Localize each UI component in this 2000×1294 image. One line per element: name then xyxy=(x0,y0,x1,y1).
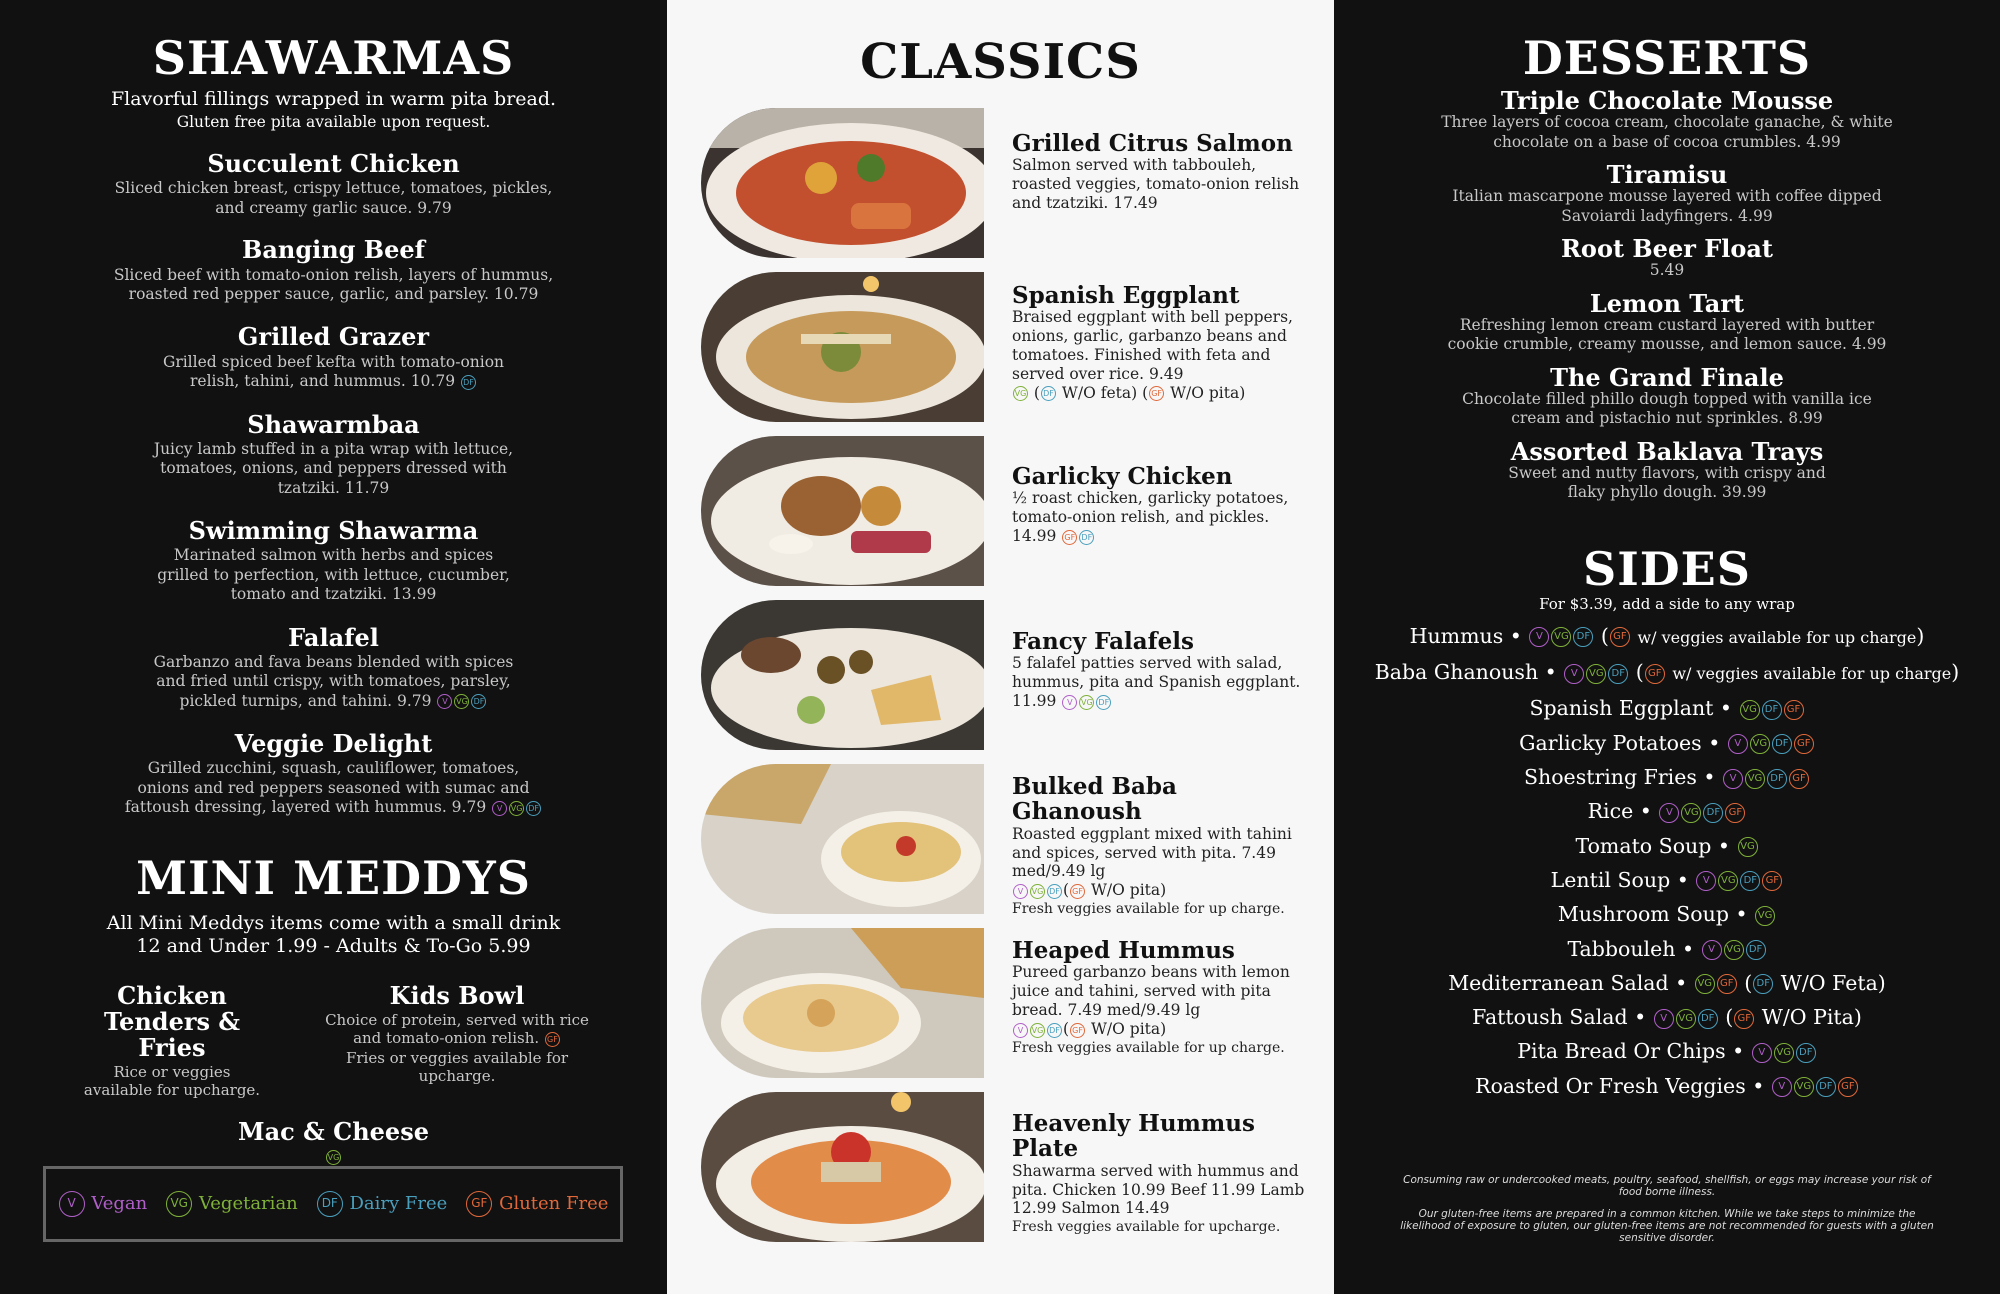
vegan-badge-icon: V xyxy=(1564,664,1584,684)
vegan-badge-icon: V xyxy=(1013,884,1028,899)
side-item: Tabbouleh • V VG DF xyxy=(1334,932,2000,966)
salmon-photo xyxy=(701,108,984,258)
item-tags: VG ( DF W/O feta) ( GF W/O pita) xyxy=(1014,383,1246,402)
dairy-free-badge-icon: DF xyxy=(526,801,541,816)
chicken-photo xyxy=(701,436,984,586)
item-note: Fresh veggies available for up charge. xyxy=(1012,1039,1285,1056)
gluten-free-badge-icon: GF xyxy=(1717,974,1737,994)
gluten-free-badge-icon: GF xyxy=(1762,871,1782,891)
item-desc: Marinated salmon with herbs and spices grilled to perfection, with lettuce, cucumber, tomato and tzatziki. 13.99 xyxy=(157,546,510,604)
item-desc: Salmon served with tabbouleh, roasted veggies, tomato-onion relish and tzatziki. 17.49 xyxy=(1012,156,1300,213)
tag-text: W/O pita) xyxy=(1170,383,1246,402)
item-desc: 5.49 xyxy=(1649,261,1685,280)
legend-gluten-free xyxy=(465,1191,608,1217)
side-item: Rice • V VG DF GF xyxy=(1334,794,2000,828)
item-name: Bulked Baba Ghanoush xyxy=(1012,773,1177,826)
gluten-free-badge-icon: GF xyxy=(1734,1009,1754,1029)
dairy-free-badge-icon: DF xyxy=(1796,1043,1816,1063)
item-name: Succulent Chicken xyxy=(207,149,460,179)
dessert-item xyxy=(1334,236,2000,281)
sides-subtitle: For $3.39, add a side to any wrap xyxy=(1539,594,1795,613)
tag-text: W/O pita) xyxy=(1091,1020,1167,1039)
side-note: w/ veggies available for up charge xyxy=(1637,627,1917,647)
vegan-badge-icon: V xyxy=(437,694,452,709)
hummus-plate-photo xyxy=(701,1092,984,1242)
side-item: Spanish Eggplant • VG DF GF xyxy=(1334,691,2000,725)
item-desc: Sliced chicken breast, crispy lettuce, tomatoes, pickles, and creamy garlic sauce. 9.79 xyxy=(114,179,553,217)
gluten-free-badge-icon: GF xyxy=(1070,884,1085,899)
dairy-free-badge-icon: DF xyxy=(1047,884,1062,899)
side-name: Roasted Or Fresh Veggies xyxy=(1475,1073,1746,1098)
dessert-item xyxy=(1334,362,2000,429)
gluten-free-badge-icon: GF xyxy=(1610,627,1630,647)
vegetarian-badge-icon: VG xyxy=(1551,627,1571,647)
desserts-title: DESSERTS xyxy=(1522,31,1812,85)
dessert-item xyxy=(1334,162,2000,226)
vegetarian-badge-icon: VG xyxy=(1794,1077,1814,1097)
item-desc: Chocolate filled phillo dough topped with vanilla ice cream and pistachio nut sprinkles. 8.99 xyxy=(1462,389,1872,428)
side-name: Garlicky Potatoes xyxy=(1519,730,1702,755)
dairy-free-badge-icon: DF xyxy=(1753,974,1773,994)
vegan-badge-icon: V xyxy=(1013,1023,1028,1038)
falafel-photo xyxy=(701,600,984,750)
vegetarian-badge-icon: VG xyxy=(1030,1023,1045,1038)
item-desc-text: 5 falafel patties served with salad, hummus, pita and Spanish eggplant. 11.99 xyxy=(1012,654,1301,711)
item-desc xyxy=(139,653,529,711)
legend-label: Gluten Free xyxy=(499,1193,609,1214)
item-desc: Refreshing lemon cream custard layered with butter cookie crumble, creamy mousse, and lemon sauce. 4.99 xyxy=(1447,315,1887,354)
item-name: Fancy Falafels xyxy=(1012,628,1194,655)
gluten-free-badge-icon: GF xyxy=(466,1191,492,1217)
side-name: Rice xyxy=(1587,799,1634,824)
legend-label: Dairy Free xyxy=(349,1193,448,1214)
vegetarian-badge-icon: VG xyxy=(1740,700,1760,720)
vegan-badge-icon: V xyxy=(1654,1009,1674,1029)
side-item: Mediterranean Salad • VG GF ( DF W/O Feta) xyxy=(1448,970,1886,995)
item-desc xyxy=(317,1011,597,1047)
item-name: Kids Bowl xyxy=(389,981,525,1011)
side-name: Lentil Soup xyxy=(1550,867,1671,892)
vegetarian-badge-icon: VG xyxy=(1738,837,1758,857)
vegetarian-badge-icon: VG xyxy=(1745,769,1765,789)
dairy-free-badge-icon: DF xyxy=(1703,803,1723,823)
vegetarian-badge-icon: VG xyxy=(1586,664,1606,684)
side-item: Hummus • V VG DF ( GF w/ veggies available for up charge) xyxy=(1409,623,1925,648)
item-desc-text: Grilled spiced beef kefta with tomato-onion relish, tahini, and hummus. 10.79 xyxy=(162,352,505,391)
dairy-free-badge-icon: DF xyxy=(1816,1077,1836,1097)
menu-item xyxy=(0,731,667,818)
item-tags: V VG DF ( GF W/O pita) xyxy=(1012,881,1312,900)
mini-meddys-title: MINI MEDDYS xyxy=(136,850,531,905)
item-note: Fresh veggies available for upcharge. xyxy=(1012,1219,1281,1236)
mini-meddys-subtitle: All Mini Meddys items come with a small drink xyxy=(106,911,561,934)
dairy-free-badge-icon: DF xyxy=(1762,700,1782,720)
dairy-free-badge-icon: DF xyxy=(1079,530,1094,545)
menu-item xyxy=(0,409,667,499)
legend-vegan xyxy=(58,1191,148,1217)
gluten-free-badge-icon: GF xyxy=(1070,1023,1085,1038)
mini-meddys-prices: 12 and Under 1.99 - Adults & To-Go 5.99 xyxy=(136,934,531,957)
side-item: Shoestring Fries • V VG DF GF xyxy=(1334,760,2000,794)
vegetarian-badge-icon: VG xyxy=(1030,884,1045,899)
vegetarian-badge-icon: VG xyxy=(1718,871,1738,891)
gluten-free-badge-icon: GF xyxy=(1062,530,1077,545)
dairy-free-badge-icon: DF xyxy=(1698,1009,1718,1029)
item-name: Grilled Citrus Salmon xyxy=(1012,130,1293,157)
item-desc-text: Choice of protein, served with rice and tomato-onion relish. xyxy=(325,1011,589,1048)
gluten-free-badge-icon: GF xyxy=(1645,664,1665,684)
side-name: Spanish Eggplant xyxy=(1529,696,1714,721)
vegan-badge-icon: V xyxy=(1696,871,1716,891)
vegan-badge-icon: V xyxy=(1659,803,1679,823)
dairy-free-badge-icon: DF xyxy=(1608,664,1628,684)
vegan-badge-icon: V xyxy=(1728,734,1748,754)
classic-item xyxy=(1012,131,1312,213)
item-desc xyxy=(1012,654,1312,711)
legend-label: Vegan xyxy=(91,1193,148,1214)
side-item: Roasted Or Fresh Veggies • V VG DF GF xyxy=(1334,1069,2000,1103)
item-name: Lemon Tart xyxy=(1589,288,1745,318)
item-name: Heavenly Hummus Plate xyxy=(1012,1110,1255,1163)
item-desc xyxy=(124,759,544,817)
item-name: Triple Chocolate Mousse xyxy=(1500,86,1834,116)
menu-item xyxy=(0,518,667,605)
side-item: Pita Bread Or Chips • V VG DF xyxy=(1334,1034,2000,1068)
dessert-item xyxy=(1334,288,2000,355)
legend-label: Vegetarian xyxy=(198,1193,298,1214)
baba-ghanoush-photo xyxy=(701,764,984,914)
item-desc: Italian mascarpone mousse layered with coffee dipped Savoiardi ladyfingers. 4.99 xyxy=(1452,187,1882,225)
menu-item xyxy=(0,1119,667,1166)
dairy-free-badge-icon: DF xyxy=(1096,695,1111,710)
shawarmas-title: SHAWARMAS xyxy=(152,31,515,85)
gluten-free-badge-icon: GF xyxy=(1838,1077,1858,1097)
menu-item xyxy=(72,983,272,1099)
left-column xyxy=(0,0,667,1294)
gluten-free-badge-icon: GF xyxy=(1784,700,1804,720)
item-name: Chicken Tenders & Fries xyxy=(103,981,241,1063)
item-name: Mac & Cheese xyxy=(238,1117,429,1147)
menu-item xyxy=(0,237,667,304)
side-item: Mushroom Soup • VG xyxy=(1334,897,2000,931)
vegetarian-badge-icon: VG xyxy=(1676,1009,1696,1029)
vegetarian-badge-icon: VG xyxy=(1755,906,1775,926)
classic-item xyxy=(1012,774,1312,917)
classic-item xyxy=(1012,1111,1312,1235)
side-name: Pita Bread Or Chips xyxy=(1517,1039,1726,1064)
gluten-free-badge-icon: GF xyxy=(1149,386,1164,401)
vegetarian-badge-icon: VG xyxy=(1013,386,1028,401)
dairy-free-badge-icon: DF xyxy=(1573,627,1593,647)
item-name: Assorted Baklava Trays xyxy=(1510,436,1824,466)
item-name: Heaped Hummus xyxy=(1012,937,1235,964)
shawarmas-note: Gluten free pita available upon request. xyxy=(176,113,491,132)
item-desc xyxy=(1012,489,1312,546)
raw-food-disclaimer: Consuming raw or undercooked meats, poultry, seafood, shellfish, or eggs may increase your risk of food borne illness. xyxy=(1403,1174,1931,1199)
dessert-item xyxy=(1334,436,2000,503)
menu-item xyxy=(0,622,667,712)
dairy-free-badge-icon: DF xyxy=(1746,940,1766,960)
item-desc xyxy=(154,353,514,392)
item-desc: Pureed garbanzo beans with lemon juice and tahini, served with pita bread. 7.49 med/9.49 lg xyxy=(1012,963,1290,1020)
dairy-free-badge-icon: DF xyxy=(1047,1023,1062,1038)
side-name: Fattoush Salad xyxy=(1472,1005,1628,1030)
vegan-badge-icon: V xyxy=(1529,627,1549,647)
dairy-free-badge-icon: DF xyxy=(1767,769,1787,789)
vegetarian-badge-icon: VG xyxy=(1750,734,1770,754)
side-name: Baba Ghanoush xyxy=(1374,660,1539,685)
vegan-badge-icon: V xyxy=(1723,769,1743,789)
item-name: Banging Beef xyxy=(242,235,425,265)
vegan-badge-icon: V xyxy=(492,801,507,816)
side-note: w/ veggies available for up charge xyxy=(1672,664,1952,684)
menu-item xyxy=(0,151,667,218)
dairy-free-badge-icon: DF xyxy=(1041,386,1056,401)
vegan-badge-icon: V xyxy=(1752,1043,1772,1063)
item-tags: V VG DF ( GF W/O pita) xyxy=(1012,1020,1312,1039)
vegetarian-badge-icon: VG xyxy=(166,1191,192,1217)
vegetarian-badge-icon: VG xyxy=(1695,974,1715,994)
item-desc: Roasted eggplant mixed with tahini and spices, served with pita. 7.49 med/9.49 lg xyxy=(1012,824,1292,881)
dietary-legend xyxy=(43,1166,623,1242)
vegetarian-badge-icon: VG xyxy=(1079,695,1094,710)
vegan-badge-icon: V xyxy=(1702,940,1722,960)
vegetarian-badge-icon: VG xyxy=(1724,940,1744,960)
item-name: Garlicky Chicken xyxy=(1012,463,1233,490)
item-name: Tiramisu xyxy=(1606,160,1728,190)
sides-title: SIDES xyxy=(1583,541,1751,596)
vegan-badge-icon: V xyxy=(1062,695,1077,710)
item-desc: Three layers of cocoa cream, chocolate ganache, & white chocolate on a base of cocoa crumbles. 4.99 xyxy=(1441,113,1893,151)
shawarmas-subtitle: Flavorful fillings wrapped in warm pita bread. xyxy=(110,88,557,111)
side-item: Tomato Soup • VG xyxy=(1334,829,2000,863)
side-item: Lentil Soup • V VG DF GF xyxy=(1334,863,2000,897)
tag-text: W/O feta) xyxy=(1061,383,1138,402)
item-extra: Fries or veggies available for upcharge. xyxy=(345,1049,569,1086)
dessert-item xyxy=(1334,88,2000,152)
classic-item xyxy=(1012,629,1312,711)
classic-item xyxy=(1012,283,1312,403)
item-name: Root Beer Float xyxy=(1560,234,1774,264)
gluten-free-badge-icon: GF xyxy=(1789,769,1809,789)
item-name: The Grand Finale xyxy=(1550,362,1784,392)
gluten-free-badge-icon: GF xyxy=(1794,734,1814,754)
item-desc-text: ½ roast chicken, garlicky potatoes, tomato-onion relish, and pickles. 14.99 xyxy=(1012,489,1289,546)
item-desc-text: Grilled zucchini, squash, cauliflower, tomatoes, onions and red peppers seasoned with sumac and fattoush dressing, layered with hummus. 9.79 xyxy=(124,759,530,817)
item-name: Falafel xyxy=(288,622,379,652)
vegetarian-badge-icon: VG xyxy=(1681,803,1701,823)
item-desc: Rice or veggies available for upcharge. xyxy=(83,1063,261,1100)
item-desc: Sliced beef with tomato-onion relish, layers of hummus, roasted red pepper sauce, garlic, and parsley. 10.79 xyxy=(113,265,554,303)
eggplant-photo xyxy=(701,272,984,422)
right-column xyxy=(1334,0,2000,1294)
item-desc: Sweet and nutty flavors, with crispy and flaky phyllo dough. 39.99 xyxy=(1508,463,1826,502)
middle-column xyxy=(667,0,1334,1294)
gluten-free-badge-icon: GF xyxy=(545,1032,560,1047)
item-name: Spanish Eggplant xyxy=(1012,282,1240,309)
classic-item xyxy=(1012,938,1312,1056)
item-desc-text: Garbanzo and fava beans blended with spices and fried until crispy, with tomatoes, parsley, pickled turnips, and tahini. 9.79 xyxy=(153,652,514,710)
item-name: Veggie Delight xyxy=(234,729,433,759)
side-name: Mediterranean Salad xyxy=(1448,970,1669,995)
vegan-badge-icon: V xyxy=(59,1191,85,1217)
dairy-free-badge-icon: DF xyxy=(1772,734,1792,754)
side-note: W/O Pita) xyxy=(1761,1005,1862,1030)
item-note: Fresh veggies available for up charge. xyxy=(1012,901,1285,918)
side-item: Garlicky Potatoes • V VG DF GF xyxy=(1334,726,2000,760)
menu-item xyxy=(0,324,667,391)
side-name: Tomato Soup xyxy=(1575,833,1712,858)
item-name: Grilled Grazer xyxy=(237,322,430,352)
classics-title: CLASSICS xyxy=(860,34,1141,90)
side-name: Hummus xyxy=(1409,623,1504,648)
menu-item xyxy=(317,983,597,1099)
sides-list xyxy=(1334,619,2000,1103)
item-name: Shawarmbaa xyxy=(247,409,420,439)
vegetarian-badge-icon: VG xyxy=(326,1150,341,1165)
mini-meddys-row xyxy=(72,983,597,1099)
gluten-disclaimer: Our gluten-free items are prepared in a common kitchen. While we take steps to minimize the likelihood of exposure to gluten, our gluten-free items are not recommended for guests with a gluten sensitive disorder. xyxy=(1400,1208,1934,1245)
vegetarian-badge-icon: VG xyxy=(454,694,469,709)
legend-dairy-free xyxy=(316,1191,448,1217)
item-name: Swimming Shawarma xyxy=(188,516,479,546)
tag-text: W/O pita) xyxy=(1091,881,1167,900)
side-name: Mushroom Soup xyxy=(1557,902,1729,927)
side-item: Fattoush Salad • V VG DF ( GF W/O Pita) xyxy=(1472,1005,1862,1030)
side-note: W/O Feta) xyxy=(1780,970,1886,995)
dairy-free-badge-icon: DF xyxy=(471,694,486,709)
legend-vegetarian xyxy=(165,1191,298,1217)
vegetarian-badge-icon: VG xyxy=(1774,1043,1794,1063)
vegan-badge-icon: V xyxy=(1772,1077,1792,1097)
classic-item xyxy=(1012,464,1312,546)
gluten-free-badge-icon: GF xyxy=(1725,803,1745,823)
side-name: Tabbouleh xyxy=(1567,936,1676,961)
side-name: Shoestring Fries xyxy=(1523,765,1697,790)
dairy-free-badge-icon: DF xyxy=(317,1191,343,1217)
vegetarian-badge-icon: VG xyxy=(509,801,524,816)
item-desc: Shawarma served with hummus and pita. Chicken 10.99 Beef 11.99 Lamb 12.99 Salmon 14.49 xyxy=(1012,1161,1305,1218)
hummus-photo xyxy=(701,928,984,1078)
item-desc: Braised eggplant with bell peppers, onions, garlic, garbanzo beans and tomatoes. Finished with feta and served over rice. 9.49 xyxy=(1012,308,1293,384)
side-item: Baba Ghanoush • V VG DF ( GF w/ veggies available for up charge) xyxy=(1374,660,1960,685)
dairy-free-badge-icon: DF xyxy=(1740,871,1760,891)
item-desc: Juicy lamb stuffed in a pita wrap with lettuce, tomatoes, onions, and peppers dressed with tzatziki. 11.79 xyxy=(153,439,514,497)
dairy-free-badge-icon: DF xyxy=(461,375,476,390)
